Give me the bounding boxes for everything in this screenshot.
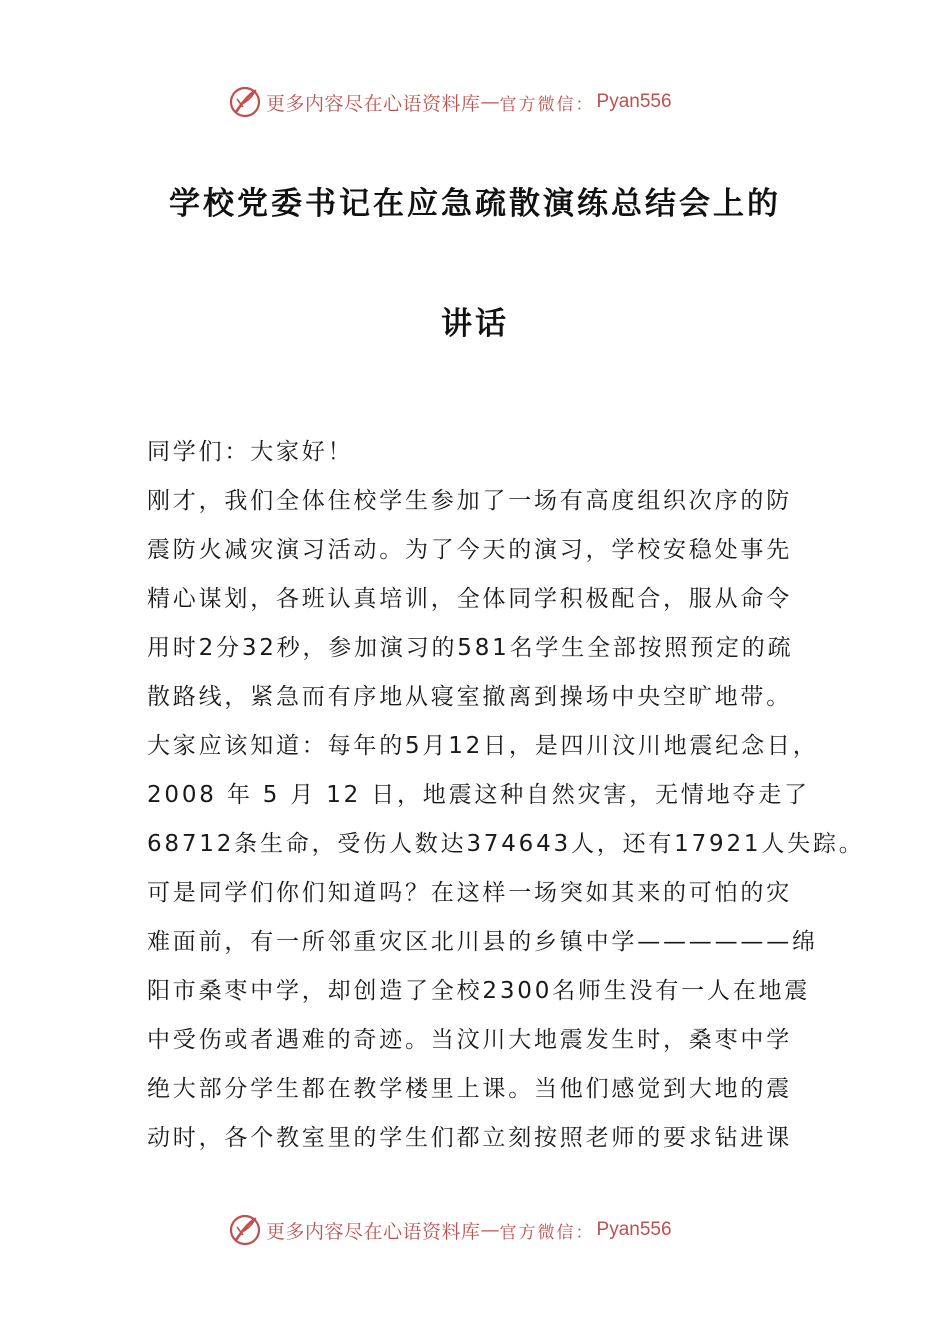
body-line: 阳市桑枣中学，却创造了全校2300名师生没有一人在地震: [147, 978, 811, 1004]
body-line: 68712条生命，受伤人数达374643人，还有17921人失踪。: [147, 831, 865, 857]
watermark-separator: —: [480, 91, 500, 113]
body-line: 2008 年 5 月 12 日，地震这种自然灾害，无情地夺走了: [147, 782, 810, 808]
body-line: 可是同学们你们知道吗？在这样一场突如其来的可怕的灾: [147, 880, 792, 906]
quill-logo-icon: [228, 85, 262, 119]
body-line: 大家应该知道：每年的5月12日，是四川汶川地震纪念日，: [147, 733, 819, 759]
watermark-contact-label: 官方微信：: [499, 94, 595, 115]
body-line: 刚才，我们全体住校学生参加了一场有高度组织次序的防: [147, 488, 792, 514]
watermark-footer: [228, 1210, 672, 1250]
document-title-line-1: 学校党委书记在应急疏散演练总结会上的: [169, 186, 781, 222]
watermark-wechat-id: Pyan556: [596, 91, 672, 112]
body-line: 同学们：大家好！: [147, 439, 354, 465]
body-line: 震防火减灾演习活动。为了今天的演习，学校安稳处事先: [147, 537, 792, 563]
watermark-wechat-id: Pyan556: [596, 1219, 672, 1240]
watermark-text: 更多内容尽在心语资料库: [266, 1220, 481, 1243]
watermark-contact-label: 官方微信：: [499, 1222, 595, 1243]
body-line: 精心谋划，各班认真培训，全体同学积极配合，服从命令: [147, 586, 792, 612]
body-line: 中受伤或者遇难的奇迹。当汶川大地震发生时，桑枣中学: [147, 1027, 792, 1053]
watermark-text: 更多内容尽在心语资料库: [266, 92, 481, 115]
watermark-header: [228, 82, 672, 122]
body-line: 动时，各个教室里的学生们都立刻按照老师的要求钻进课: [147, 1125, 792, 1151]
document-body: [147, 428, 865, 1163]
body-line: 散路线，紧急而有序地从寝室撤离到操场中央空旷地带。: [147, 684, 792, 710]
body-line: 用时2分32秒，参加演习的581名学生全部按照预定的疏: [147, 635, 794, 661]
body-line: 绝大部分学生都在教学楼里上课。当他们感觉到大地的震: [147, 1076, 792, 1102]
watermark-separator: —: [480, 1219, 500, 1241]
quill-logo-icon: [228, 1213, 262, 1247]
document-title-line-2: 讲话: [441, 306, 509, 342]
body-line: 难面前，有一所邻重灾区北川县的乡镇中学——————绵: [147, 929, 818, 955]
